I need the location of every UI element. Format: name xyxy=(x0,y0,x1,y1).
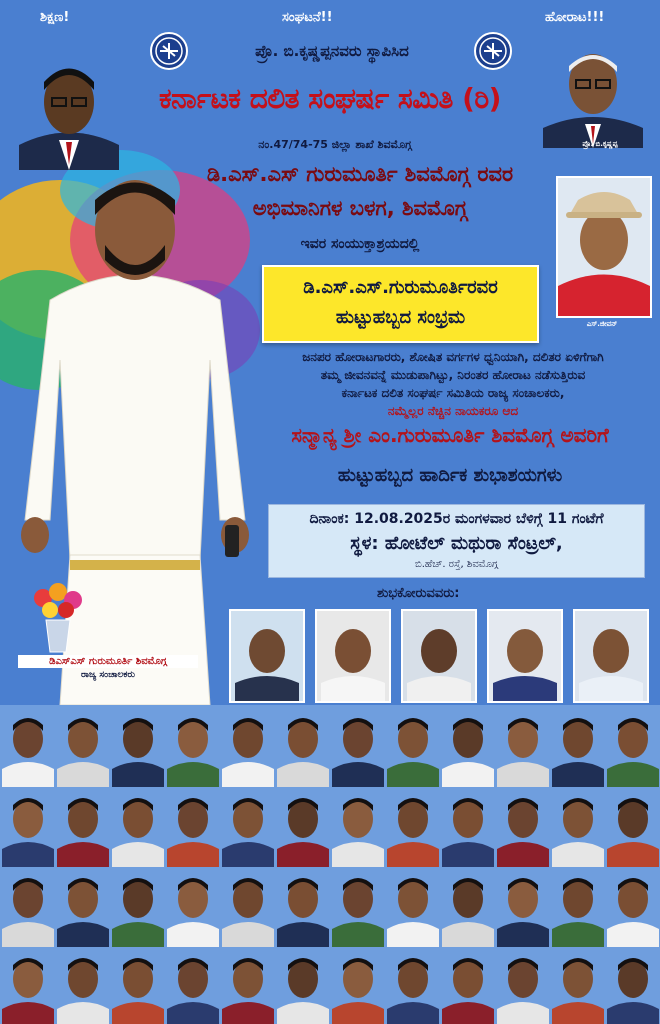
supporter-photo xyxy=(605,707,660,787)
event-address: ಬಿ.ಹೆಚ್. ರಸ್ತೆ, ಶಿವಮೊಗ್ಗ xyxy=(415,559,498,570)
supporter-photo xyxy=(495,787,551,867)
supporter-photo xyxy=(330,787,386,867)
supporter-photo xyxy=(385,787,441,867)
slogan-organize: ಸಂಘಟನೆ!! xyxy=(282,10,333,25)
wisher-photo xyxy=(315,609,391,703)
supporter-photo xyxy=(220,707,276,787)
event-details-box xyxy=(268,504,645,578)
supporter-photo xyxy=(330,707,386,787)
organization-title: ಕರ್ನಾಟಕ ದಲಿತ ಸಂಘರ್ಷ ಸಮಿತಿ (ರಿ) xyxy=(159,82,501,115)
child-portrait xyxy=(556,176,652,318)
supporter-photo xyxy=(550,707,606,787)
registration-line: ನಂ.47/74-75 ಜಿಲ್ಲಾ ಶಾಖೆ ಶಿವಮೊಗ್ಗ xyxy=(258,138,412,151)
supporter-photo xyxy=(220,787,276,867)
wishers-label: ಶುಭಕೋರುವವರು: xyxy=(377,586,460,601)
supporter-photo xyxy=(495,947,551,1024)
supporter-photo xyxy=(550,947,606,1024)
supporter-photo xyxy=(275,707,331,787)
wisher-photo xyxy=(487,609,563,703)
supporter-photo xyxy=(165,707,221,787)
supporter-photo xyxy=(440,947,496,1024)
supporter-photo xyxy=(55,787,111,867)
fans-line-2: ಅಭಿಮಾನಿಗಳ ಬಳಗ, ಶಿವಮೊಗ್ಗ xyxy=(252,196,468,220)
birthday-highlight-box xyxy=(262,265,539,343)
supporter-photo xyxy=(0,787,56,867)
supporters-row xyxy=(0,947,660,1024)
supporter-photo xyxy=(440,707,496,787)
founder-portrait xyxy=(538,36,648,148)
slogan-agitate: ಹೋರಾಟ!!! xyxy=(545,10,605,25)
supporter-photo xyxy=(165,947,221,1024)
wisher-photo xyxy=(573,609,649,703)
supporter-photo xyxy=(385,947,441,1024)
wishes-line-1: ಸನ್ಮಾನ್ಯ ಶ್ರೀ ಎಂ.ಗುರುಮೂರ್ತಿ ಶಿವಮೊಗ್ಗ ಅವರಿಗೆ xyxy=(291,423,609,447)
leader-name-caption: ಡಿಎಸ್‌ಎಸ್ ಗುರುಮೂರ್ತಿ ಶಿವಮೊಗ್ಗ xyxy=(18,655,198,668)
supporters-row xyxy=(0,707,660,787)
wisher-photo xyxy=(401,609,477,703)
supporter-photo xyxy=(110,787,166,867)
supporter-photo xyxy=(275,867,331,947)
supporter-photo xyxy=(385,867,441,947)
supporter-photo xyxy=(55,867,111,947)
supporters-row xyxy=(0,867,660,947)
wisher-photo xyxy=(229,609,305,703)
association-line: ಇವರ ಸಂಯುಕ್ತಾಶ್ರಯದಲ್ಲಿ xyxy=(300,236,420,252)
event-date: ದಿನಾಂಕ: 12.08.2025ರ ಮಂಗಳವಾರ ಬೆಳಿಗ್ಗೆ 11 ಗಂಟೆಗೆ xyxy=(309,511,604,527)
supporter-photo xyxy=(495,867,551,947)
supporter-photo xyxy=(55,947,111,1024)
supporter-photo xyxy=(0,707,56,787)
wishes-line-2: ಹುಟ್ಟುಹಬ್ಬದ ಹಾರ್ದಿಕ ಶುಭಾಶಯಗಳು xyxy=(337,465,563,486)
supporter-photo xyxy=(275,787,331,867)
supporter-photo xyxy=(0,947,56,1024)
supporter-photo xyxy=(275,947,331,1024)
supporter-photo xyxy=(110,707,166,787)
organization-emblem-icon xyxy=(150,32,188,70)
tribute-line-4: ನಮ್ಮೆಲ್ಲರ ನೆಚ್ಚಿನ ನಾಯಕರೂ ಆದ xyxy=(387,404,519,418)
supporter-photo xyxy=(55,707,111,787)
flower-vase-icon xyxy=(28,580,88,655)
supporter-photo xyxy=(495,707,551,787)
supporter-photo xyxy=(165,787,221,867)
founder-caption: ಪ್ರೊ. ಬಿ.ಕೃಷ್ಣಪ್ಪ xyxy=(582,140,618,148)
slogan-education: ಶಿಕ್ಷಣ! xyxy=(40,10,70,25)
supporter-photo xyxy=(550,787,606,867)
supporter-photo xyxy=(110,867,166,947)
leader-role-caption: ರಾಜ್ಯ ಸಂಚಾಲಕರು xyxy=(81,670,135,680)
supporter-photo xyxy=(605,867,660,947)
supporters-row xyxy=(0,787,660,867)
child-caption: ಎಸ್.ಜೀವನ್ xyxy=(586,320,618,328)
ambedkar-portrait xyxy=(14,40,124,170)
supporters-photo-grid xyxy=(0,705,660,1024)
supporter-photo xyxy=(605,787,660,867)
event-venue: ಸ್ಥಳ: ಹೋಟೆಲ್ ಮಥುರಾ ಸೆಂಟ್ರಲ್, xyxy=(350,533,563,554)
tribute-line-3: ಕರ್ನಾಟಕ ದಲಿತ ಸಂಘರ್ಷ ಸಮಿತಿಯ ರಾಜ್ಯ ಸಂಚಾಲಕರು, xyxy=(341,386,565,400)
supporter-photo xyxy=(440,787,496,867)
supporter-photo xyxy=(550,867,606,947)
supporter-photo xyxy=(220,947,276,1024)
supporter-photo xyxy=(330,867,386,947)
supporter-photo xyxy=(165,867,221,947)
supporter-photo xyxy=(110,947,166,1024)
supporter-photo xyxy=(605,947,660,1024)
supporter-photo xyxy=(330,947,386,1024)
birthday-line-2: ಹುಟ್ಟುಹಬ್ಬದ ಸಂಭ್ರಮ xyxy=(335,307,466,328)
tribute-line-2: ತಮ್ಮ ಜೀವನವನ್ನೆ ಮುಡುಪಾಗಿಟ್ಟು, ನಿರಂತರ ಹೋರಾಟ ನಡೆಸುತ್ತಿರುವ xyxy=(320,368,586,382)
birthday-line-1: ಡಿ.ಎಸ್.ಎಸ್.ಗುರುಮೂರ್ತಿರವರ xyxy=(303,277,498,298)
tribute-line-1: ಜನಪರ ಹೋರಾಟಗಾರರು, ಶೋಷಿತ ವರ್ಗಗಳ ಧ್ವನಿಯಾಗಿ, ದಲಿತರ ಏಳಿಗೆಗಾಗಿ xyxy=(302,350,604,364)
fans-line-1: ಡಿ.ಎಸ್.ಎಸ್ ಗುರುಮೂರ್ತಿ ಶಿವಮೊಗ್ಗ ರವರ xyxy=(206,162,514,186)
supporter-photo xyxy=(385,707,441,787)
supporter-photo xyxy=(0,867,56,947)
supporter-photo xyxy=(220,867,276,947)
supporter-photo xyxy=(440,867,496,947)
organization-emblem-icon xyxy=(474,32,512,70)
founder-line: ಪ್ರೊ. ಬಿ.ಕೃಷ್ಣಪ್ಪನವರು ಸ್ಥಾಪಿಸಿದ xyxy=(255,42,409,60)
